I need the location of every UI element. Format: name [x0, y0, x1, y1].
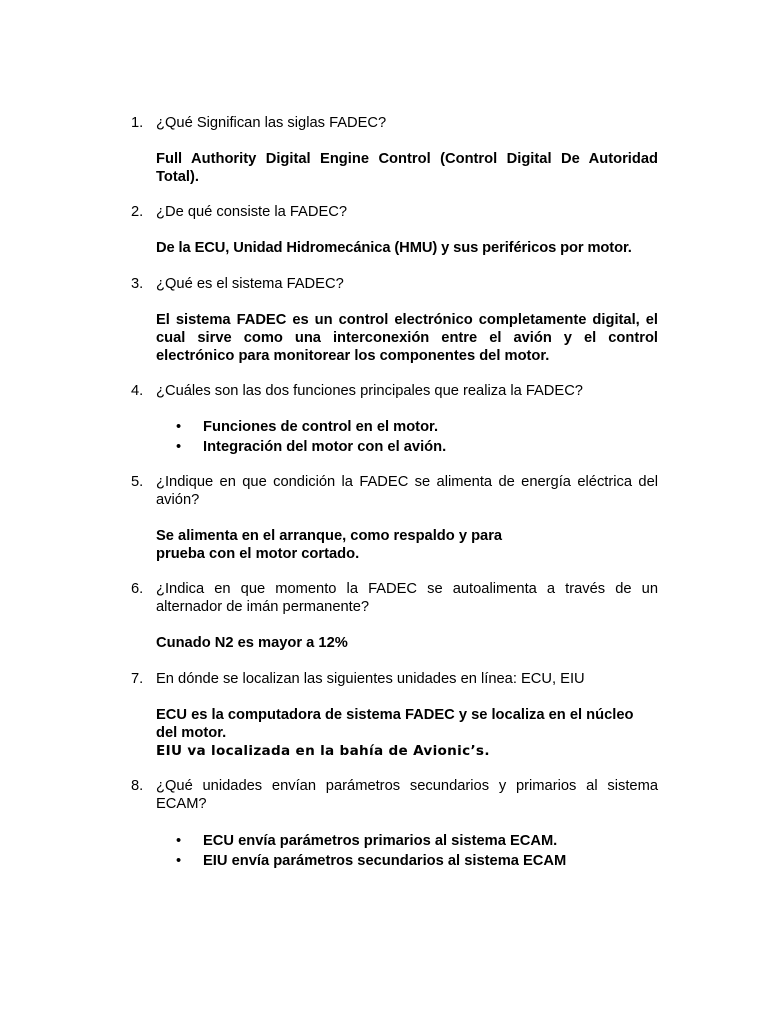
question-text: ¿Qué Significan las siglas FADEC? — [156, 115, 387, 131]
question-number: 5. — [131, 474, 144, 490]
question-number: 6. — [131, 581, 144, 597]
bullet-icon: • — [176, 419, 182, 435]
bullet-icon: • — [176, 853, 182, 869]
answer-3: El sistema FADEC es un control electrónico completamente digital, el cual sirve como una interconexión entre el avión y el control electrónico para monitorear los componentes del motor. — [156, 312, 658, 364]
list-item — [176, 832, 658, 852]
answer-text: ECU es la computadora de sistema FADEC y se localiza en el núcleo del motor. — [156, 707, 634, 741]
answer-1: Full Authority Digital Engine Control (Control Digital De Autoridad Total). — [156, 151, 658, 185]
question-text: ¿Cuáles son las dos funciones principales que realiza la FADEC? — [156, 383, 583, 399]
question-text: ¿Indica en que momento la FADEC se autoalimenta a través de un alternador de imán permanente? — [156, 581, 658, 615]
answer-7 — [156, 706, 658, 760]
question-text: ¿Indique en que condición la FADEC se alimenta de energía eléctrica del avión? — [156, 474, 658, 508]
question-text: ¿Qué es el sistema FADEC? — [156, 276, 344, 292]
list-item — [176, 438, 658, 458]
list-item-text: EIU envía parámetros secundarios al sistema ECAM — [203, 853, 567, 869]
answer-6: Cunado N2 es mayor a 12% — [156, 635, 348, 651]
list-item-text: ECU envía parámetros primarios al sistema ECAM. — [203, 833, 558, 849]
question-number: 1. — [131, 115, 144, 131]
list-item-text: Funciones de control en el motor. — [203, 419, 439, 435]
question-number: 3. — [131, 276, 144, 292]
answer-line: prueba con el motor cortado. — [156, 546, 360, 562]
answer-line: Se alimenta en el arranque, como respaldo y para — [156, 528, 503, 544]
answer-2: De la ECU, Unidad Hidromecánica (HMU) y sus periféricos por motor. — [156, 240, 632, 256]
bullet-icon: • — [176, 833, 182, 849]
question-number: 8. — [131, 778, 144, 794]
question-number: 2. — [131, 204, 144, 220]
question-number: 7. — [131, 671, 144, 687]
answer-5 — [156, 527, 658, 563]
question-text: En dónde se localizan las siguientes unidades en línea: ECU, EIU — [156, 671, 585, 687]
bullet-icon: • — [176, 439, 182, 455]
list-item-text: Integración del motor con el avión. — [203, 439, 447, 455]
answer-4-list — [176, 418, 658, 458]
question-number: 4. — [131, 383, 144, 399]
answer-extra-text: EIU va localizada en la bahía de Avionic’s. — [156, 743, 490, 759]
question-text: ¿De qué consiste la FADEC? — [156, 204, 348, 220]
list-item — [176, 418, 658, 438]
answer-8-list — [176, 832, 658, 872]
question-text: ¿Qué unidades envían parámetros secundarios y primarios al sistema ECAM? — [156, 778, 658, 812]
list-item — [176, 852, 658, 872]
